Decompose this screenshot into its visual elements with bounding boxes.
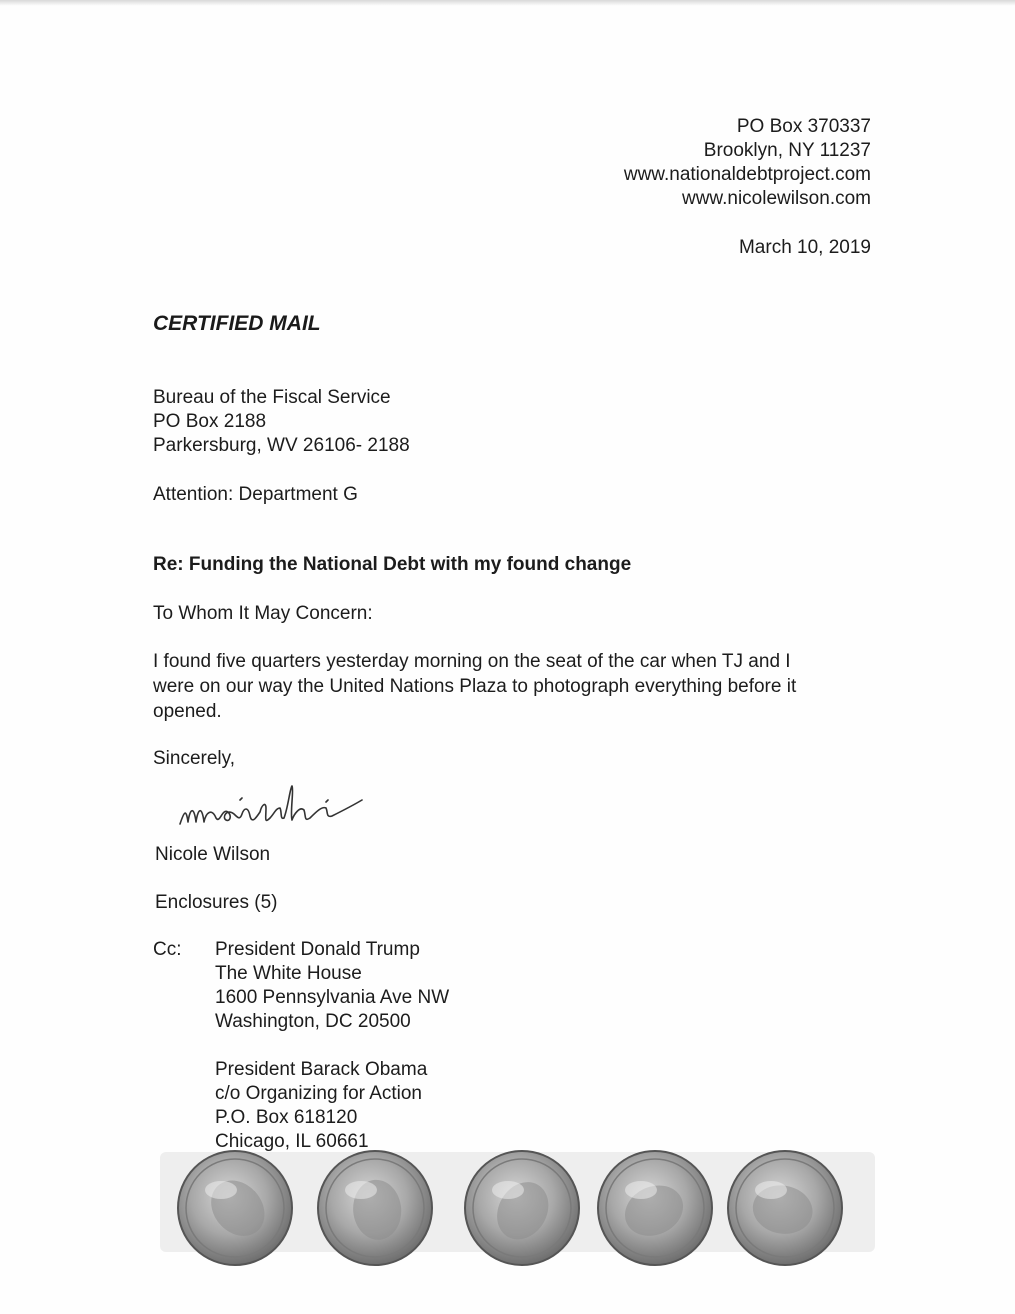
cc-line: Chicago, IL 60661 (215, 1131, 369, 1152)
sender-po-box: PO Box 370337 (736, 116, 871, 137)
body-line: I found five quarters yesterday morning on the seat of the car when TJ and I (153, 651, 791, 672)
cc-line: President Barack Obama (215, 1059, 428, 1080)
recipient-po-box: PO Box 2188 (153, 411, 267, 432)
letter-date: March 10, 2019 (738, 237, 871, 258)
quarter-coin-icon (178, 1151, 292, 1265)
handwritten-signature (176, 778, 376, 832)
enclosures-line: Enclosures (5) (155, 892, 278, 913)
cc-line: P.O. Box 618120 (215, 1107, 358, 1128)
recipient-address (153, 386, 410, 458)
body-line: were on our way the United Nations Plaza to photograph everything before it (153, 676, 797, 697)
quarter-coin-icon (598, 1151, 712, 1265)
quarter-coin-icon (465, 1151, 579, 1265)
sender-website-1: www.nationaldebtproject.com (623, 164, 871, 185)
certified-mail-heading: CERTIFIED MAIL (153, 312, 321, 335)
cc-label: Cc: (153, 939, 182, 960)
recipient-name: Bureau of the Fiscal Service (153, 387, 391, 408)
quarter-coin-icon (728, 1151, 842, 1265)
sender-address (624, 115, 871, 211)
cc-line: The White House (215, 963, 362, 984)
quarter-coin-icon (318, 1151, 432, 1265)
cc-line: c/o Organizing for Action (215, 1083, 422, 1104)
scan-edge (0, 0, 1015, 6)
sender-website-2: www.nicolewilson.com (681, 188, 871, 209)
sender-city: Brooklyn, NY 11237 (703, 140, 871, 161)
cc-recipient-1 (215, 938, 449, 1034)
letter-body (153, 650, 853, 725)
cc-line: Washington, DC 20500 (215, 1011, 411, 1032)
subject-line: Re: Funding the National Debt with my found change (153, 554, 632, 575)
body-line: opened. (153, 701, 222, 722)
salutation: To Whom It May Concern: (153, 603, 373, 624)
cc-line: 1600 Pennsylvania Ave NW (215, 987, 450, 1008)
taped-quarters (0, 1140, 1015, 1290)
closing: Sincerely, (153, 748, 236, 769)
signer-name: Nicole Wilson (155, 844, 271, 865)
attention-line: Attention: Department G (153, 484, 358, 505)
recipient-city: Parkersburg, WV 26106- 2188 (153, 435, 410, 456)
cc-line: President Donald Trump (215, 939, 420, 960)
